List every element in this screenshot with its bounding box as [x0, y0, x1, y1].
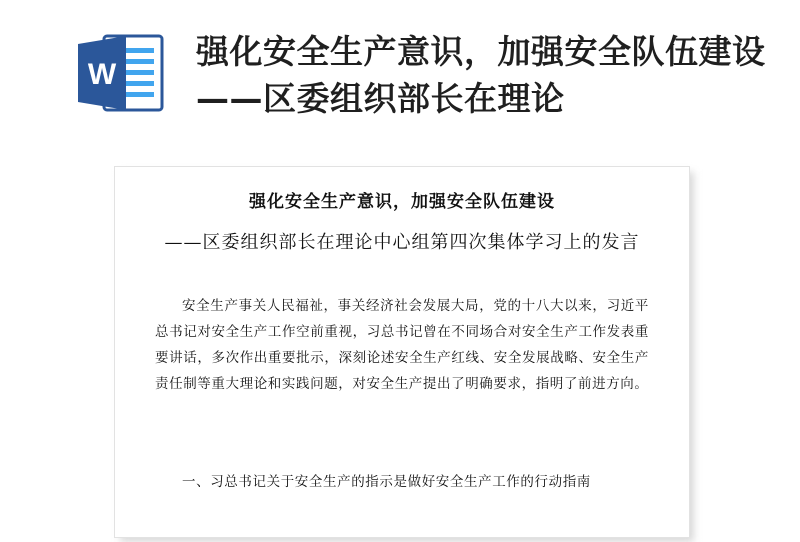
word-document-icon [74, 30, 166, 116]
header-banner [0, 0, 800, 150]
document-section-heading: 一、习总书记关于安全生产的指示是做好安全生产工作的行动指南 [182, 474, 591, 490]
document-title: 强化安全生产意识，加强安全队伍建设 [249, 192, 555, 212]
document-paragraph: 安全生产事关人民福祉，事关经济社会发展大局，党的十八大以来，习近平总书记对安全生产工作空前重视，习总书记曾在不同场合对安全生产工作发表重要讲话，多次作出重要批示，深刻论述安全生产红线、安全发展战略、安全生产责任制等重大理论和实践问题，对安全生产提出了明确要求，指明了前进方向。 [155, 298, 649, 392]
page-title: 强化安全生产意识，加强安全队伍建设——区委组织部长在理论 [196, 32, 766, 118]
word-icon-letter: W [87, 58, 117, 91]
document-subtitle: ——区委组织部长在理论中心组第四次集体学习上的发言 [164, 232, 640, 253]
document-page [114, 166, 690, 538]
